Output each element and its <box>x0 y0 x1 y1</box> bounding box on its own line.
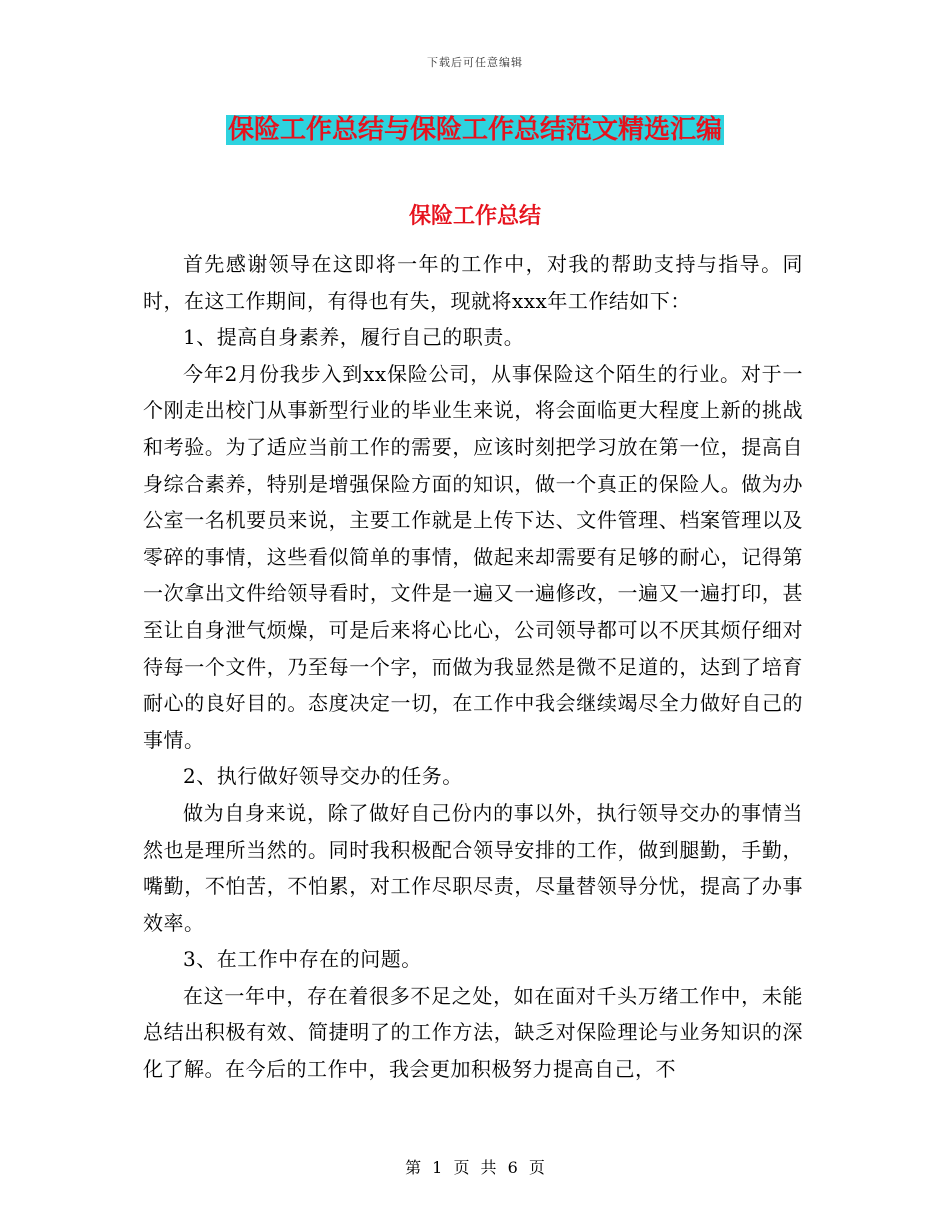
body-text <box>143 246 803 1088</box>
section-title: 保险工作总结 <box>408 203 541 229</box>
page-footer: 第 1 页 共 6 页 <box>405 1158 545 1177</box>
paragraph-body-2: 做为自身来说，除了做好自己份内的事以外，执行领导交办的事情当然也是理所当然的。同时我积极配合领导安排的工作，做到腿勤，手勤，嘴勤，不怕苦，不怕累，对工作尽职尽责，尽量替领导分忧，提高了办事效率。 <box>143 800 803 935</box>
header-note: 下载后可任意编辑 <box>427 56 523 69</box>
paragraph-body-3: 在这一年中，存在着很多不足之处，如在面对千头万绪工作中，未能总结出积极有效、简捷明了的工作方法，缺乏对保险理论与业务知识的深化了解。在今后的工作中，我会更加积极努力提高自己，不 <box>143 983 803 1082</box>
paragraph-heading-1: 1、提高自身素养，履行自己的职责。 <box>183 325 525 350</box>
document-title <box>0 112 950 148</box>
document-title-text: 保险工作总结与保险工作总结范文精选汇编 <box>227 115 722 145</box>
paragraph-intro: 首先感谢领导在这即将一年的工作中，对我的帮助支持与指导。同时，在这工作期间，有得也有失，现就将xxx年工作结如下： <box>143 252 803 313</box>
paragraph-heading-2: 2、执行做好领导交办的任务。 <box>183 764 463 789</box>
paragraph-heading-3: 3、在工作中存在的问题。 <box>183 947 422 972</box>
paragraph-body-1: 今年2月份我步入到xx保险公司，从事保险这个陌生的行业。对于一个刚走出校门从事新型行业的毕业生来说，将会面临更大程度上新的挑战和考验。为了适应当前工作的需要，应该时刻把学习放在第一位，提高自身综合素养，特别是增强保险方面的知识，做一个真正的保险人。做为办公室一名机要员来说，主要工作就是上传下达、文件管理、档案管理以及零碎的事情，这些看似简单的事情，做起来却需要有足够的耐心，记得第一次拿出文件给领导看时，文件是一遍又一遍修改，一遍又一遍打印，甚至让自身泄气烦燥，可是后来将心比心，公司领导都可以不厌其烦仔细对待每一个文件，乃至每一个字，而做为我显然是微不足道的，达到了培育耐心的良好目的。态度决定一切，在工作中我会继续竭尽全力做好自己的事情。 <box>143 361 803 752</box>
